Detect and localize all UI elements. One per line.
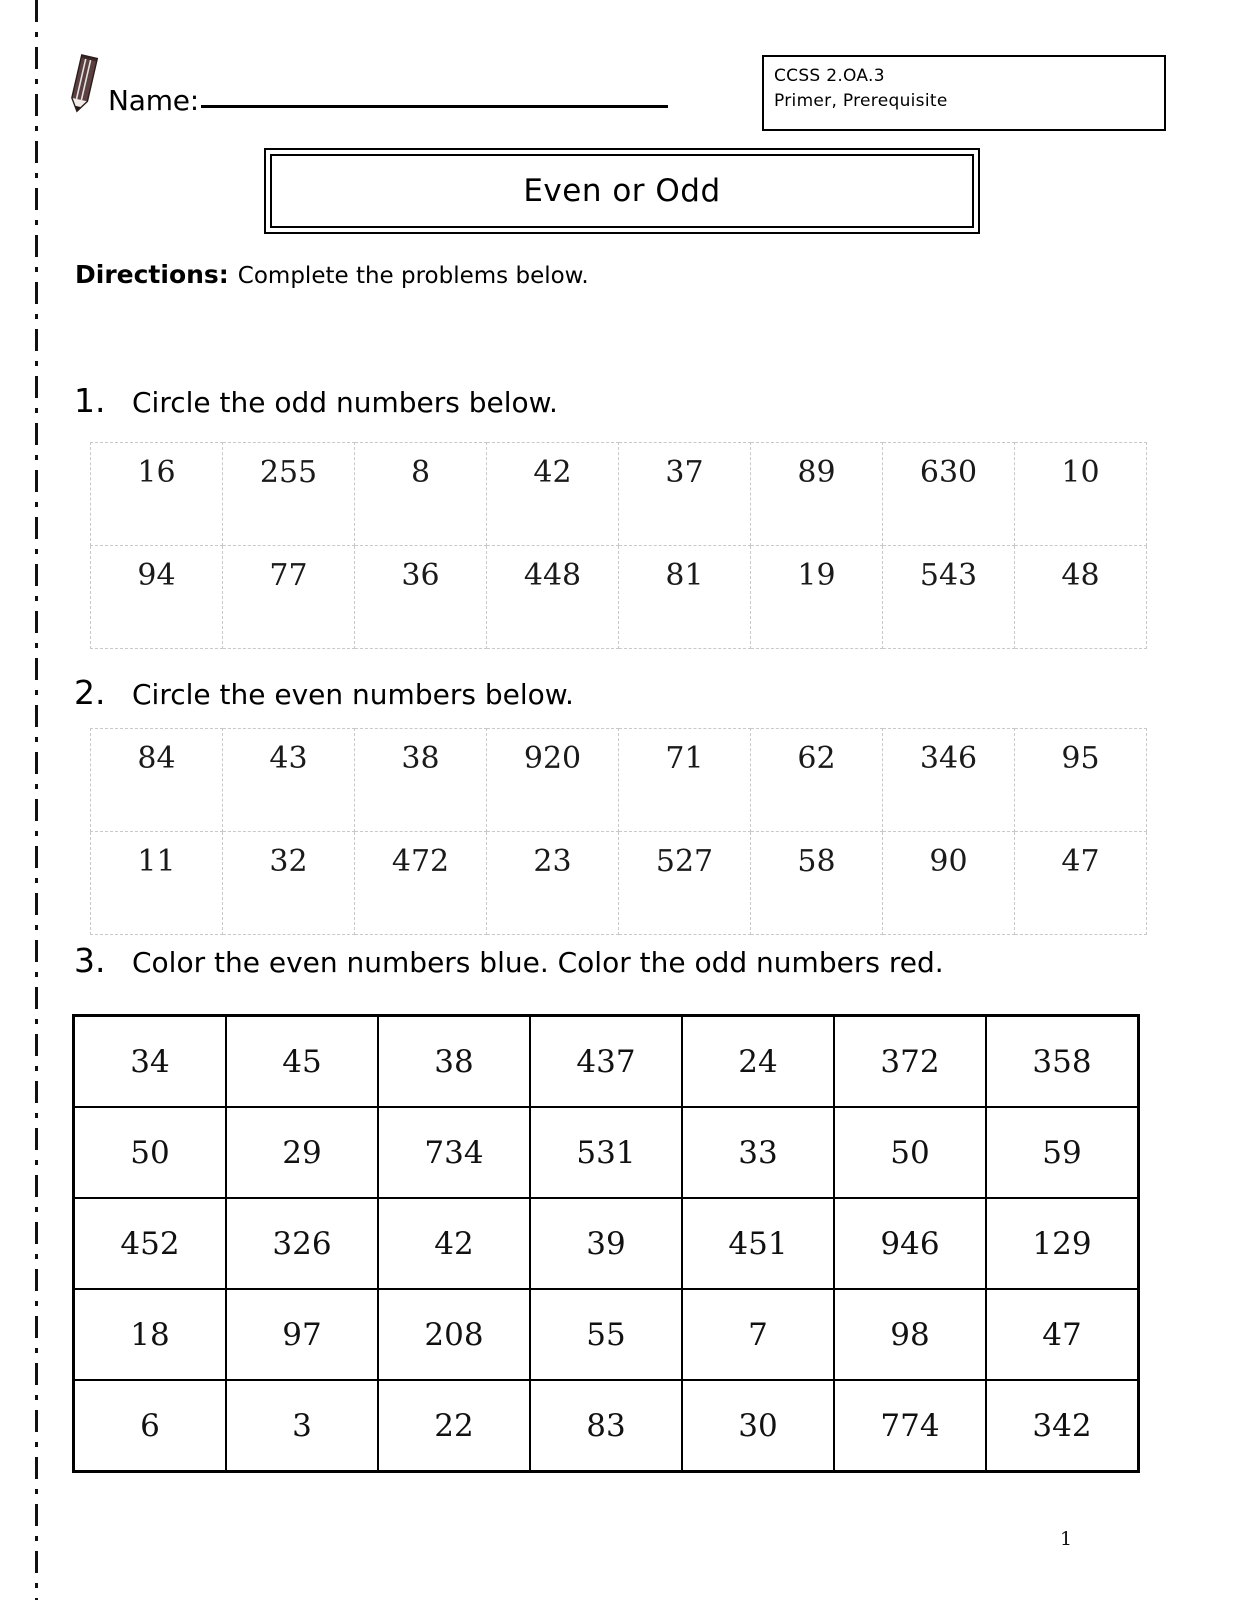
number-cell[interactable]: 32 [223, 832, 355, 935]
number-cell[interactable]: 208 [378, 1289, 530, 1380]
number-cell[interactable]: 8 [355, 443, 487, 546]
number-cell[interactable]: 89 [751, 443, 883, 546]
question-3-number-grid [72, 1014, 1140, 1473]
number-cell[interactable]: 77 [223, 546, 355, 649]
number-cell[interactable]: 255 [223, 443, 355, 546]
number-cell[interactable]: 129 [986, 1198, 1139, 1289]
table-row [74, 1380, 1139, 1472]
number-cell[interactable]: 22 [378, 1380, 530, 1472]
number-cell[interactable]: 50 [74, 1107, 227, 1198]
number-cell[interactable]: 342 [986, 1380, 1139, 1472]
number-cell[interactable]: 920 [487, 729, 619, 832]
page-title: Even or Odd [523, 173, 721, 209]
number-cell[interactable]: 774 [834, 1380, 986, 1472]
question-1-number: 1. [74, 381, 106, 420]
number-cell[interactable]: 16 [91, 443, 223, 546]
table-row [74, 1289, 1139, 1380]
number-cell[interactable]: 437 [530, 1016, 682, 1108]
table-row [74, 1198, 1139, 1289]
number-cell[interactable]: 62 [751, 729, 883, 832]
number-cell[interactable]: 531 [530, 1107, 682, 1198]
number-cell[interactable]: 94 [91, 546, 223, 649]
number-cell[interactable]: 38 [355, 729, 487, 832]
question-2-number: 2. [74, 673, 106, 712]
number-cell[interactable]: 37 [619, 443, 751, 546]
number-cell[interactable]: 84 [91, 729, 223, 832]
number-cell[interactable]: 58 [751, 832, 883, 935]
number-cell[interactable]: 39 [530, 1198, 682, 1289]
number-cell[interactable]: 448 [487, 546, 619, 649]
number-cell[interactable]: 372 [834, 1016, 986, 1108]
question-2-prompt [74, 673, 574, 712]
number-cell[interactable]: 11 [91, 832, 223, 935]
question-1-number-grid [90, 442, 1147, 649]
question-3-number: 3. [74, 941, 106, 980]
number-cell[interactable]: 6 [74, 1380, 227, 1472]
number-cell[interactable]: 47 [986, 1289, 1139, 1380]
number-cell[interactable]: 95 [1015, 729, 1147, 832]
number-cell[interactable]: 34 [74, 1016, 227, 1108]
question-2-number-grid [90, 728, 1147, 935]
number-cell[interactable]: 30 [682, 1380, 834, 1472]
table-row [74, 1107, 1139, 1198]
number-cell[interactable]: 734 [378, 1107, 530, 1198]
number-cell[interactable]: 24 [682, 1016, 834, 1108]
number-cell[interactable]: 98 [834, 1289, 986, 1380]
number-cell[interactable]: 326 [226, 1198, 378, 1289]
number-cell[interactable]: 83 [530, 1380, 682, 1472]
table-row [91, 443, 1147, 546]
pencil-icon [62, 52, 104, 118]
ccss-level: Primer, Prerequisite [774, 91, 948, 111]
name-field-row [108, 84, 668, 117]
number-cell[interactable]: 59 [986, 1107, 1139, 1198]
number-cell[interactable]: 55 [530, 1289, 682, 1380]
name-label: Name: [108, 84, 200, 117]
number-cell[interactable]: 71 [619, 729, 751, 832]
question-1-prompt [74, 381, 558, 420]
number-cell[interactable]: 630 [883, 443, 1015, 546]
number-cell[interactable]: 97 [226, 1289, 378, 1380]
table-row [91, 832, 1147, 935]
table-row [91, 729, 1147, 832]
number-cell[interactable]: 527 [619, 832, 751, 935]
number-cell[interactable]: 23 [487, 832, 619, 935]
worksheet-title-box [264, 148, 980, 234]
number-cell[interactable]: 3 [226, 1380, 378, 1472]
number-cell[interactable]: 42 [487, 443, 619, 546]
number-cell[interactable]: 19 [751, 546, 883, 649]
number-cell[interactable]: 47 [1015, 832, 1147, 935]
table-row [91, 546, 1147, 649]
name-input[interactable] [201, 105, 668, 108]
number-cell[interactable]: 18 [74, 1289, 227, 1380]
question-1-text: Circle the odd numbers below. [132, 386, 558, 419]
number-cell[interactable]: 33 [682, 1107, 834, 1198]
number-cell[interactable]: 946 [834, 1198, 986, 1289]
number-cell[interactable]: 543 [883, 546, 1015, 649]
number-cell[interactable]: 81 [619, 546, 751, 649]
number-cell[interactable]: 38 [378, 1016, 530, 1108]
number-cell[interactable]: 451 [682, 1198, 834, 1289]
question-2-text: Circle the even numbers below. [132, 678, 574, 711]
table-row [74, 1016, 1139, 1108]
number-cell[interactable]: 48 [1015, 546, 1147, 649]
page-number: 1 [1060, 1528, 1073, 1550]
number-cell[interactable]: 29 [226, 1107, 378, 1198]
page-header [0, 0, 1236, 150]
worksheet-title-inner-border [270, 154, 974, 228]
directions-text: Complete the problems below. [237, 263, 589, 289]
question-3-text: Color the even numbers blue. Color the odd numbers red. [132, 946, 944, 979]
directions-label: Directions: [75, 260, 229, 289]
number-cell[interactable]: 90 [883, 832, 1015, 935]
number-cell[interactable]: 50 [834, 1107, 986, 1198]
question-3-prompt [74, 941, 944, 980]
number-cell[interactable]: 43 [223, 729, 355, 832]
margin-rule [35, 0, 38, 1600]
directions [75, 260, 589, 289]
number-cell[interactable]: 45 [226, 1016, 378, 1108]
number-cell[interactable]: 36 [355, 546, 487, 649]
number-cell[interactable]: 7 [682, 1289, 834, 1380]
number-cell[interactable]: 452 [74, 1198, 227, 1289]
number-cell[interactable]: 346 [883, 729, 1015, 832]
number-cell[interactable]: 472 [355, 832, 487, 935]
number-cell[interactable]: 42 [378, 1198, 530, 1289]
ccss-code: CCSS 2.OA.3 [774, 66, 885, 86]
number-cell[interactable]: 10 [1015, 443, 1147, 546]
ccss-standard-box [762, 55, 1166, 131]
number-cell[interactable]: 358 [986, 1016, 1139, 1108]
